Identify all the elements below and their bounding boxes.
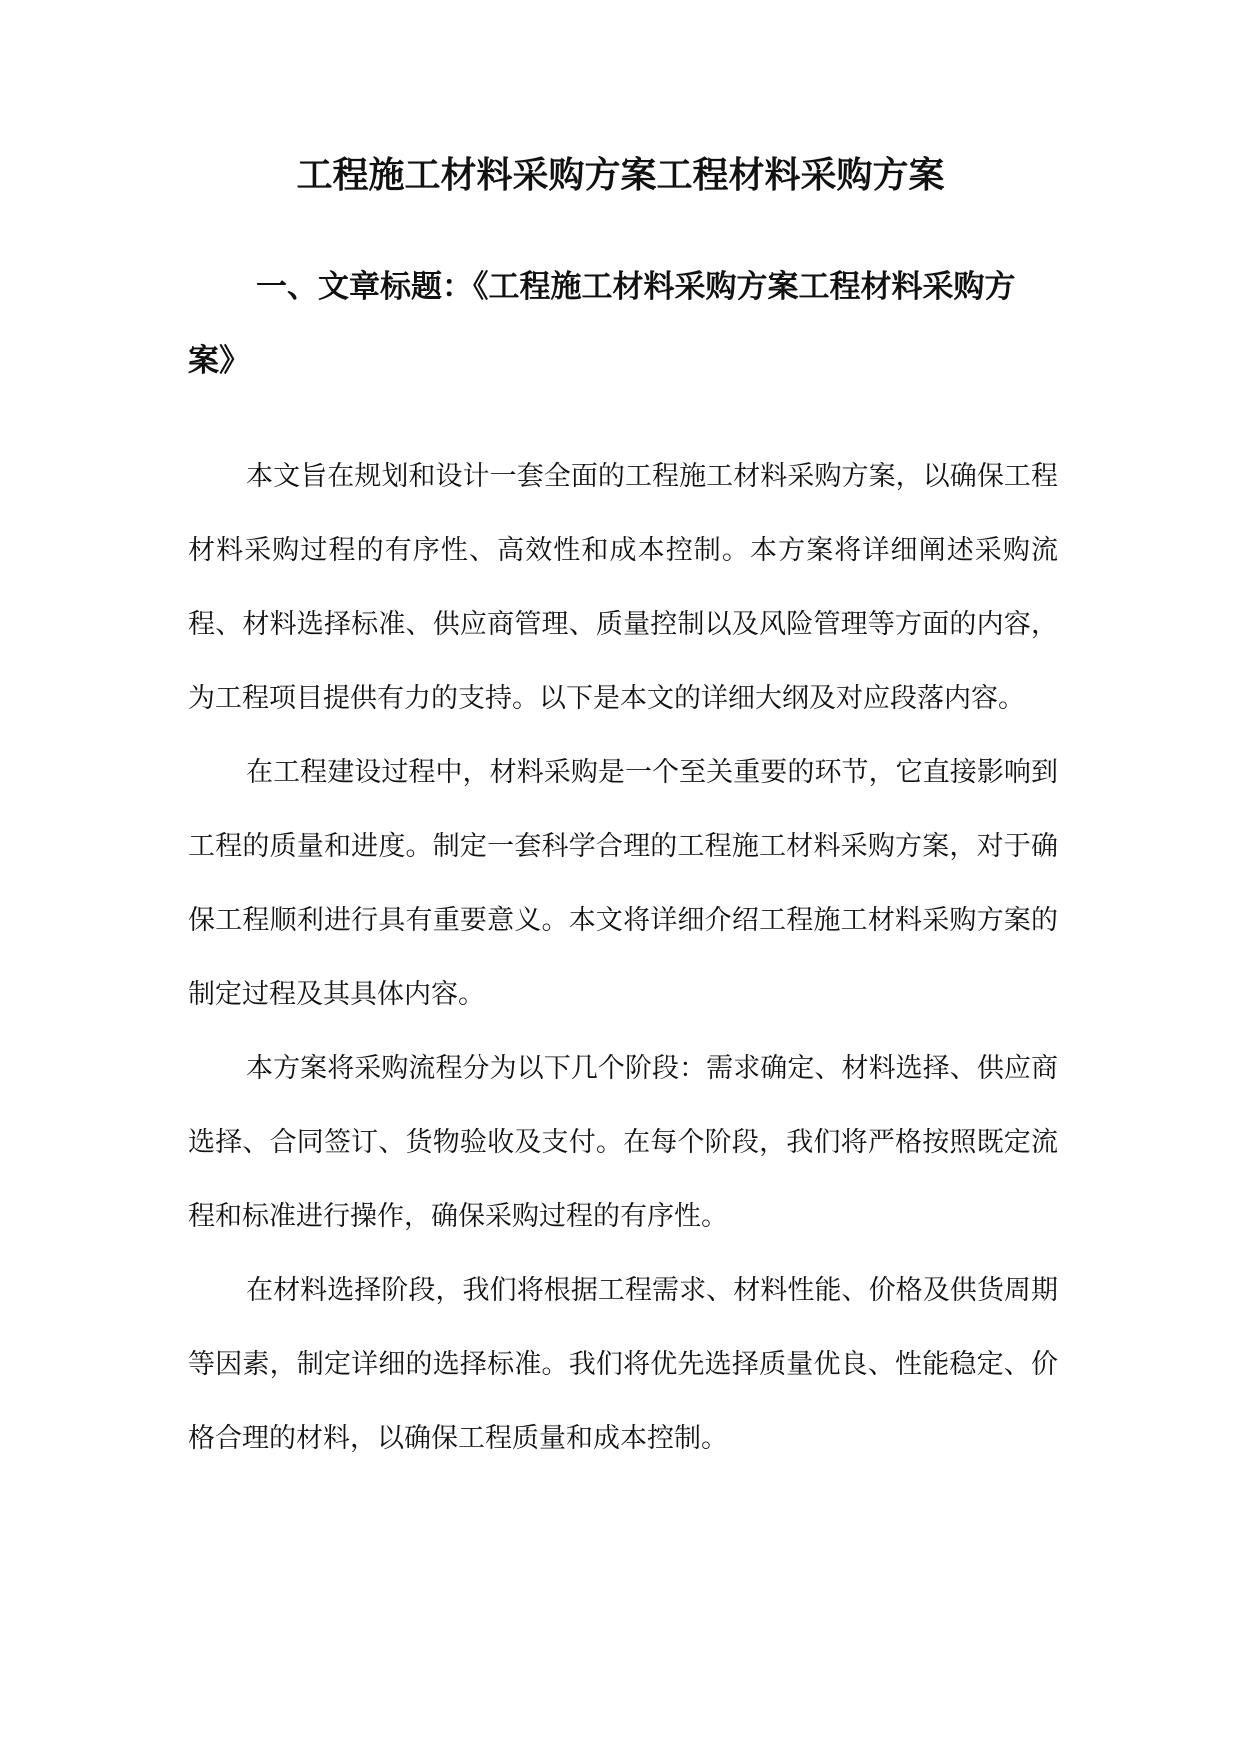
document-title: 工程施工材料采购方案工程材料采购方案: [296, 154, 945, 196]
paragraph-intro: 本文旨在规划和设计一套全面的工程施工材料采购方案，以确保工程材料采购过程的有序性、高效性和成本控制。本方案将详细阐述采购流程、材料选择标准、供应商管理、质量控制以及风险管理等方面的内容，为工程项目提供有力的支持。以下是本文的详细大纲及对应段落内容。: [188, 461, 1058, 714]
section-heading: 一、文章标题：《工程施工材料采购方案工程材料采购方案》: [188, 269, 1016, 379]
paragraph-selection: 在材料选择阶段，我们将根据工程需求、材料性能、价格及供货周期等因素，制定详细的选择标准。我们将优先选择质量优良、性能稳定、价格合理的材料，以确保工程质量和成本控制。: [188, 1275, 1058, 1454]
paragraph-process: 本方案将采购流程分为以下几个阶段：需求确定、材料选择、供应商选择、合同签订、货物验收及支付。在每个阶段，我们将严格按照既定流程和标准进行操作，确保采购过程的有序性。: [188, 1053, 1058, 1232]
document-body: [188, 440, 1058, 1476]
paragraph-importance: 在工程建设过程中，材料采购是一个至关重要的环节，它直接影响到工程的质量和进度。制定一套科学合理的工程施工材料采购方案，对于确保工程顺利进行具有重要意义。本文将详细介绍工程施工材料采购方案的制定过程及其具体内容。: [188, 757, 1058, 1010]
